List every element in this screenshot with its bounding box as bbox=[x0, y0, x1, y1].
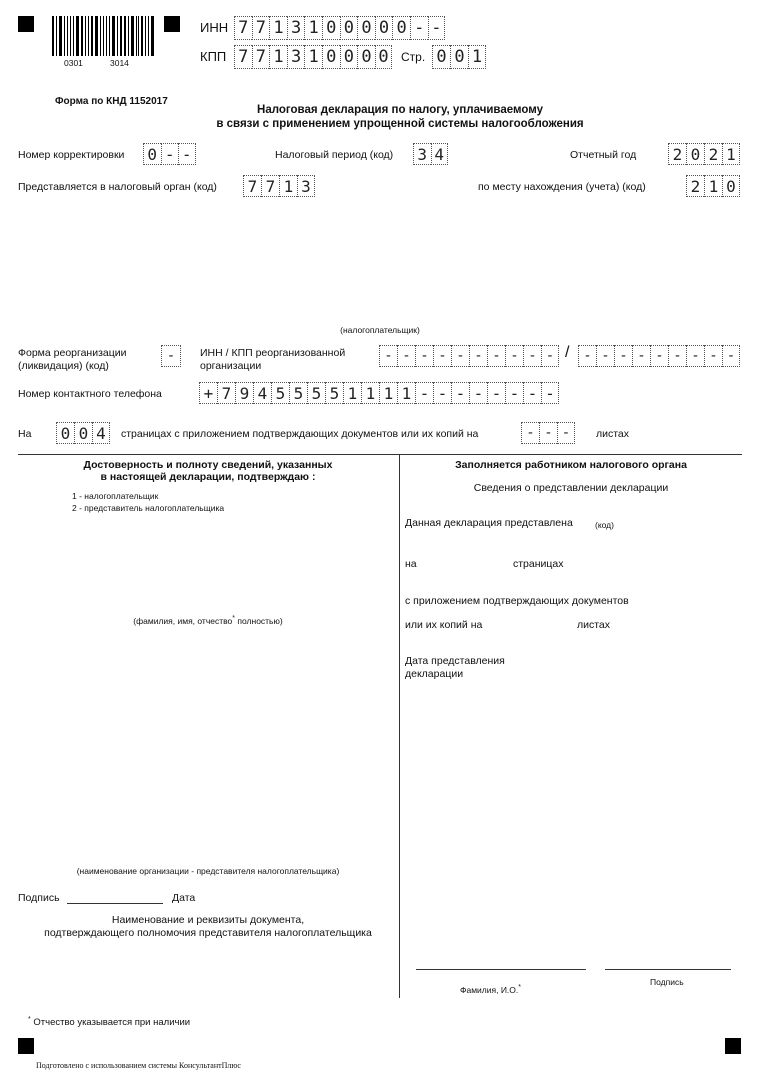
reorg-innkpp-label-2: организации bbox=[200, 360, 262, 372]
char-cell: - bbox=[410, 16, 428, 40]
char-cell: 5 bbox=[271, 382, 289, 404]
char-cell: 4 bbox=[431, 143, 449, 165]
column-divider bbox=[399, 454, 400, 998]
char-cell: 1 bbox=[379, 382, 397, 404]
char-cell: 7 bbox=[261, 175, 279, 197]
title-line-1: Налоговая декларация по налогу, уплачиваемому bbox=[257, 104, 543, 116]
char-cell: - bbox=[428, 16, 446, 40]
phone-field[interactable] bbox=[199, 382, 559, 404]
tax-officer-title: Заполняется работником налогового органа bbox=[455, 459, 687, 471]
char-cell: 3 bbox=[287, 45, 305, 69]
char-cell: - bbox=[596, 345, 614, 367]
inn-label: ИНН bbox=[200, 20, 229, 35]
char-cell: 0 bbox=[357, 16, 375, 40]
period-label: Налоговый период (код) bbox=[275, 149, 394, 161]
char-cell: - bbox=[668, 345, 686, 367]
char-cell: 5 bbox=[307, 382, 325, 404]
char-cell: 0 bbox=[56, 422, 74, 444]
pages-suffix: листах bbox=[596, 428, 630, 440]
pages-middle: страницах с приложением подтверждающих документов или их копий на bbox=[121, 428, 479, 440]
officer-sign-label: Подпись bbox=[650, 977, 684, 987]
reorg-form-label-1: Форма реорганизации bbox=[18, 347, 127, 359]
barcode-number-2: 3014 bbox=[110, 58, 129, 68]
correction-label: Номер корректировки bbox=[18, 149, 125, 161]
char-cell: 7 bbox=[234, 45, 252, 69]
page-label: Стр. bbox=[401, 50, 426, 64]
char-cell: 0 bbox=[392, 16, 410, 40]
char-cell: - bbox=[539, 422, 557, 444]
char-cell: 5 bbox=[325, 382, 343, 404]
signer-option-1: 1 - налогоплательщик bbox=[72, 491, 159, 501]
reorg-form-label-2: (ликвидация) (код) bbox=[18, 360, 109, 372]
char-cell: 0 bbox=[340, 16, 358, 40]
char-cell: + bbox=[199, 382, 217, 404]
fio-line[interactable] bbox=[416, 969, 586, 970]
char-cell: - bbox=[722, 345, 740, 367]
reorg-innkpp-label-1: ИНН / КПП реорганизованной bbox=[200, 347, 346, 359]
date-submitted-label-1: Дата представления bbox=[405, 655, 505, 667]
char-cell: 4 bbox=[253, 382, 271, 404]
location-field[interactable] bbox=[686, 175, 740, 197]
reorg-slash: / bbox=[565, 344, 570, 361]
confirm-title-1: Достоверность и полноту сведений, указанных bbox=[83, 459, 333, 471]
char-cell: - bbox=[451, 382, 469, 404]
doc-title-1: Наименование и реквизиты документа, bbox=[111, 914, 305, 926]
officer-signature-line[interactable] bbox=[605, 969, 731, 970]
signature-line[interactable] bbox=[67, 903, 163, 904]
char-cell: - bbox=[541, 345, 559, 367]
char-cell: 4 bbox=[92, 422, 110, 444]
char-cell: - bbox=[161, 345, 181, 367]
char-cell: - bbox=[433, 345, 451, 367]
corner-marker-bottom-left bbox=[18, 1038, 34, 1054]
char-cell: - bbox=[415, 345, 433, 367]
char-cell: 0 bbox=[357, 45, 375, 69]
org-caption: (наименование организации - представителя налогоплательщика) bbox=[76, 866, 340, 876]
char-cell: 1 bbox=[397, 382, 415, 404]
on-label: на bbox=[405, 558, 417, 570]
sheets-label: листах bbox=[577, 619, 611, 631]
char-cell: - bbox=[415, 382, 433, 404]
char-cell: 7 bbox=[243, 175, 261, 197]
char-cell: - bbox=[557, 422, 575, 444]
char-cell: - bbox=[614, 345, 632, 367]
signer-option-2: 2 - представитель налогоплательщика bbox=[72, 503, 225, 513]
char-cell: 0 bbox=[375, 45, 393, 69]
fio-label: Фамилия, И.О.* bbox=[460, 984, 521, 995]
period-field[interactable] bbox=[413, 143, 448, 165]
char-cell: 3 bbox=[287, 16, 305, 40]
char-cell: - bbox=[433, 382, 451, 404]
barcode-number-1: 0301 bbox=[64, 58, 83, 68]
char-cell: 1 bbox=[304, 45, 322, 69]
char-cell: 3 bbox=[297, 175, 315, 197]
char-cell: 0 bbox=[686, 143, 704, 165]
section-divider bbox=[18, 454, 742, 455]
form-code: Форма по КНД 1152017 bbox=[55, 96, 168, 107]
inn-field[interactable] bbox=[234, 16, 445, 40]
authority-label: Представляется в налоговый орган (код) bbox=[18, 181, 217, 193]
footnote: * Отчество указывается при наличии bbox=[28, 1016, 191, 1029]
year-field[interactable] bbox=[668, 143, 740, 165]
char-cell: 1 bbox=[269, 16, 287, 40]
pages-prefix: На bbox=[18, 428, 32, 440]
char-cell: 1 bbox=[269, 45, 287, 69]
char-cell: 0 bbox=[340, 45, 358, 69]
char-cell: 1 bbox=[361, 382, 379, 404]
char-cell: 7 bbox=[252, 45, 270, 69]
char-cell: 3 bbox=[413, 143, 431, 165]
char-cell: 2 bbox=[704, 143, 722, 165]
char-cell: 1 bbox=[304, 16, 322, 40]
char-cell: - bbox=[178, 143, 196, 165]
kpp-field[interactable] bbox=[234, 45, 392, 69]
char-cell: 7 bbox=[252, 16, 270, 40]
char-cell: - bbox=[578, 345, 596, 367]
char-cell: 0 bbox=[322, 16, 340, 40]
char-cell: - bbox=[541, 382, 559, 404]
title-line-2: в связи с применением упрощенной системы налогообложения bbox=[216, 118, 584, 130]
tax-officer-subtitle: Сведения о представлении декларации bbox=[473, 482, 669, 494]
char-cell: - bbox=[505, 345, 523, 367]
reorg-form-field[interactable] bbox=[161, 345, 181, 367]
char-cell: - bbox=[487, 345, 505, 367]
char-cell: - bbox=[523, 345, 541, 367]
char-cell: - bbox=[521, 422, 539, 444]
confirm-title-2: в настоящей декларации, подтверждаю : bbox=[100, 471, 316, 483]
reorg-kpp-field[interactable] bbox=[578, 345, 740, 367]
char-cell: - bbox=[161, 143, 179, 165]
char-cell: 1 bbox=[343, 382, 361, 404]
char-cell: 1 bbox=[704, 175, 722, 197]
char-cell: - bbox=[505, 382, 523, 404]
kpp-label: КПП bbox=[200, 49, 227, 64]
char-cell: - bbox=[487, 382, 505, 404]
pages-count-field[interactable] bbox=[56, 422, 110, 444]
char-cell: - bbox=[451, 345, 469, 367]
char-cell: 0 bbox=[450, 45, 468, 69]
char-cell: 0 bbox=[322, 45, 340, 69]
attach-label-1: с приложением подтверждающих документов bbox=[405, 595, 629, 607]
submitted-code-label: (код) bbox=[595, 520, 614, 530]
char-cell: - bbox=[686, 345, 704, 367]
char-cell: - bbox=[469, 345, 487, 367]
char-cell: 1 bbox=[722, 143, 740, 165]
attach-label-2: или их копий на bbox=[405, 619, 483, 631]
char-cell: 9 bbox=[235, 382, 253, 404]
char-cell: 0 bbox=[375, 16, 393, 40]
attach-count-field[interactable] bbox=[521, 422, 575, 444]
char-cell: 0 bbox=[432, 45, 450, 69]
page-number-field[interactable] bbox=[432, 45, 486, 69]
taxpayer-caption: (налогоплательщик) bbox=[340, 325, 420, 335]
barcode bbox=[52, 16, 156, 56]
corner-marker-top-center bbox=[164, 16, 180, 32]
char-cell: - bbox=[650, 345, 668, 367]
year-label: Отчетный год bbox=[570, 149, 637, 161]
char-cell: 7 bbox=[217, 382, 235, 404]
char-cell: 1 bbox=[468, 45, 486, 69]
char-cell: - bbox=[632, 345, 650, 367]
char-cell: 2 bbox=[686, 175, 704, 197]
authority-field[interactable] bbox=[243, 175, 315, 197]
prepared-note: Подготовлено с использованием системы КонсультантПлюс bbox=[36, 1061, 241, 1070]
date-submitted-label-2: декларации bbox=[405, 668, 464, 680]
char-cell: 1 bbox=[279, 175, 297, 197]
char-cell: 0 bbox=[722, 175, 740, 197]
sign-label: Подпись bbox=[18, 892, 60, 904]
corner-marker-bottom-right bbox=[725, 1038, 741, 1054]
corner-marker-top-left bbox=[18, 16, 34, 32]
char-cell: 0 bbox=[74, 422, 92, 444]
pages-label: страницах bbox=[513, 558, 564, 570]
location-label: по месту нахождения (учета) (код) bbox=[478, 181, 646, 193]
reorg-inn-field[interactable] bbox=[379, 345, 559, 367]
char-cell: 2 bbox=[668, 143, 686, 165]
char-cell: - bbox=[469, 382, 487, 404]
char-cell: 7 bbox=[234, 16, 252, 40]
correction-field[interactable] bbox=[143, 143, 196, 165]
name-caption: (фамилия, имя, отчество* полностью) bbox=[133, 615, 283, 626]
char-cell: 5 bbox=[289, 382, 307, 404]
char-cell: - bbox=[523, 382, 541, 404]
char-cell: - bbox=[379, 345, 397, 367]
submitted-label: Данная декларация представлена bbox=[405, 517, 573, 529]
char-cell: - bbox=[397, 345, 415, 367]
char-cell: 0 bbox=[143, 143, 161, 165]
char-cell: - bbox=[704, 345, 722, 367]
phone-label: Номер контактного телефона bbox=[18, 388, 162, 400]
doc-title-2: подтверждающего полномочия представителя налогоплательщика bbox=[44, 927, 372, 939]
date-label: Дата bbox=[172, 892, 196, 904]
